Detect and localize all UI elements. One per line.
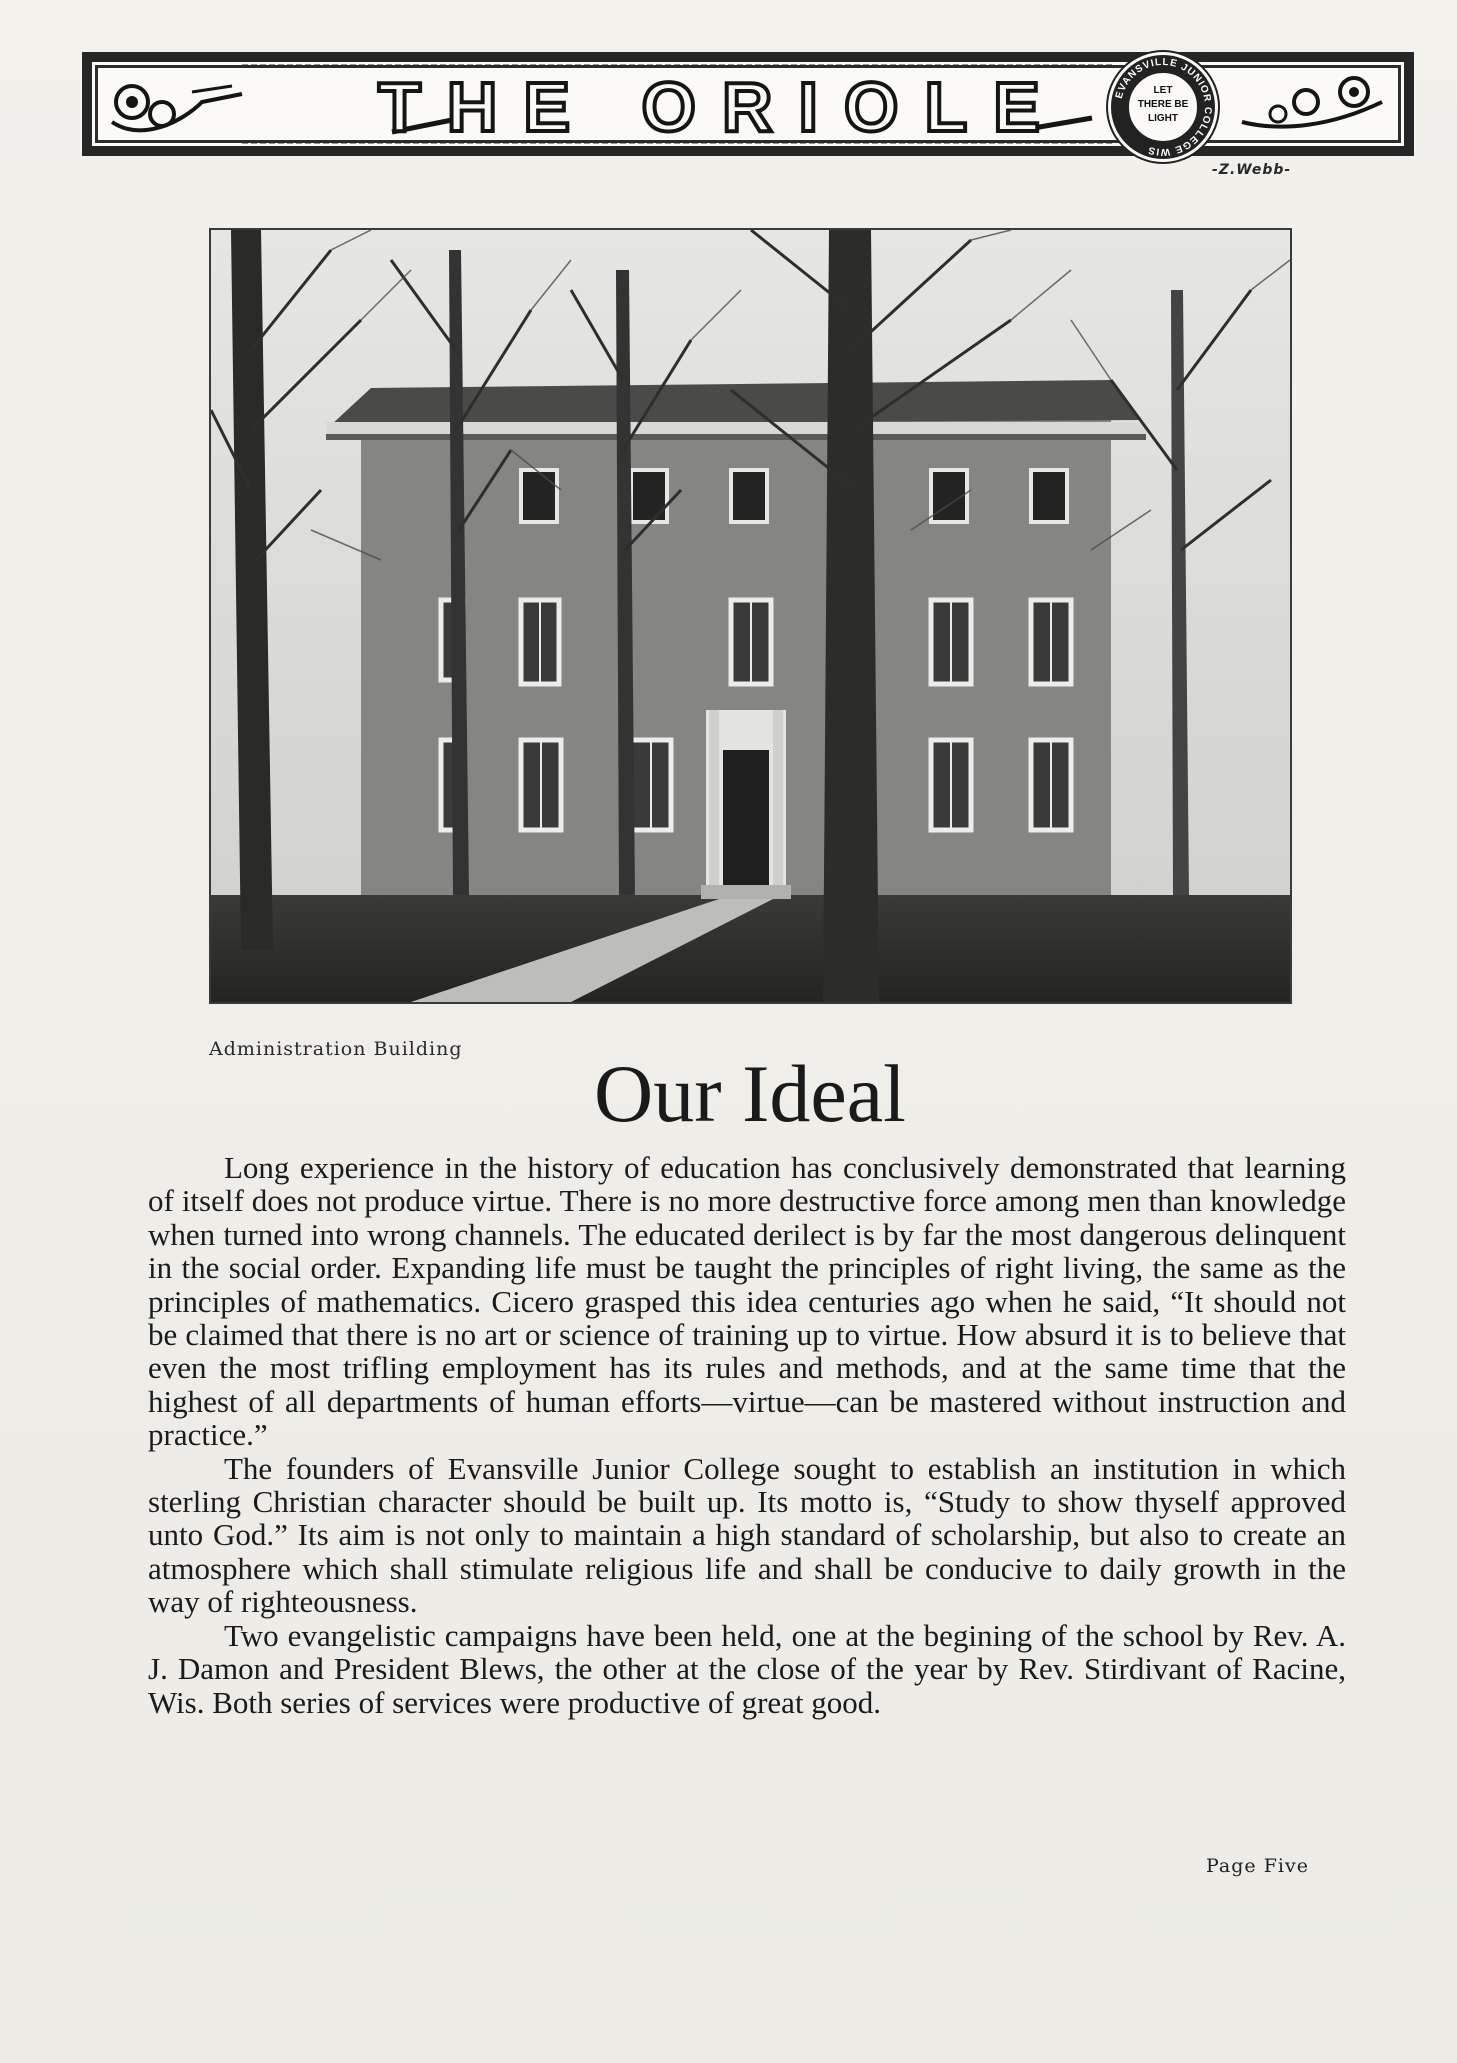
photo-caption: Administration Building bbox=[209, 1038, 463, 1060]
college-seal bbox=[1108, 52, 1218, 162]
seal-motto-line: THERE BE bbox=[1137, 99, 1189, 110]
article-body bbox=[148, 1151, 1346, 1719]
seal-motto-line: LET bbox=[1153, 85, 1173, 96]
seal-motto bbox=[1129, 84, 1197, 126]
building-photo-illustration bbox=[211, 230, 1290, 1002]
masthead-title: THE ORIOLE bbox=[378, 68, 1066, 146]
seal-ring-text: EVANSVILLE JUNIOR COLLEGE WIS bbox=[1113, 56, 1214, 158]
seal-center bbox=[1127, 71, 1199, 143]
article-paragraph: Two evangelistic campaigns have been held, one at the begining of the school by Rev. A. J. Damon and President Blews, the other at the close of the year by Rev. Stirdivant of Racine, Wis. Both series of services were productive of great good. bbox=[148, 1617, 1346, 1720]
artist-signature: -Z.Webb- bbox=[1212, 162, 1292, 178]
administration-building-photo bbox=[209, 228, 1292, 1004]
seal-motto-line: LIGHT bbox=[1148, 113, 1178, 124]
article-title: Our Ideal bbox=[594, 1048, 906, 1139]
article-paragraph: Long experience in the history of education has conclusively demonstrated that learning of itself does not produce virtue. There is no more destructive force among men than knowledge when turned into wrong channels. The educated derilect is by far the most dangerous delinquent in the social order. Expanding life must be taught the principles of right living, the same as the principles of mathematics. Cicero grasped this idea centuries ago when he said, “It should not be claimed that there is no art or science of training up to virtue. How absurd it is to believe that even the most trifling employment has its rules and methods, and at the same time that the highest of all departments of human efforts—virtue—can be mastered without instruction and practice.” bbox=[148, 1150, 1346, 1453]
article-paragraph: The founders of Evansville Junior College sought to establish an institution in which sterling Christian character should be built up. Its motto is, “Study to show thyself approved unto God.” Its aim is not only to maintain a high standard of scholarship, but also to create an atmosphere which shall stimulate religious life and shall be conducive to daily growth in the way of righteousness. bbox=[148, 1450, 1346, 1620]
page-number: Page Five bbox=[1206, 1855, 1309, 1877]
